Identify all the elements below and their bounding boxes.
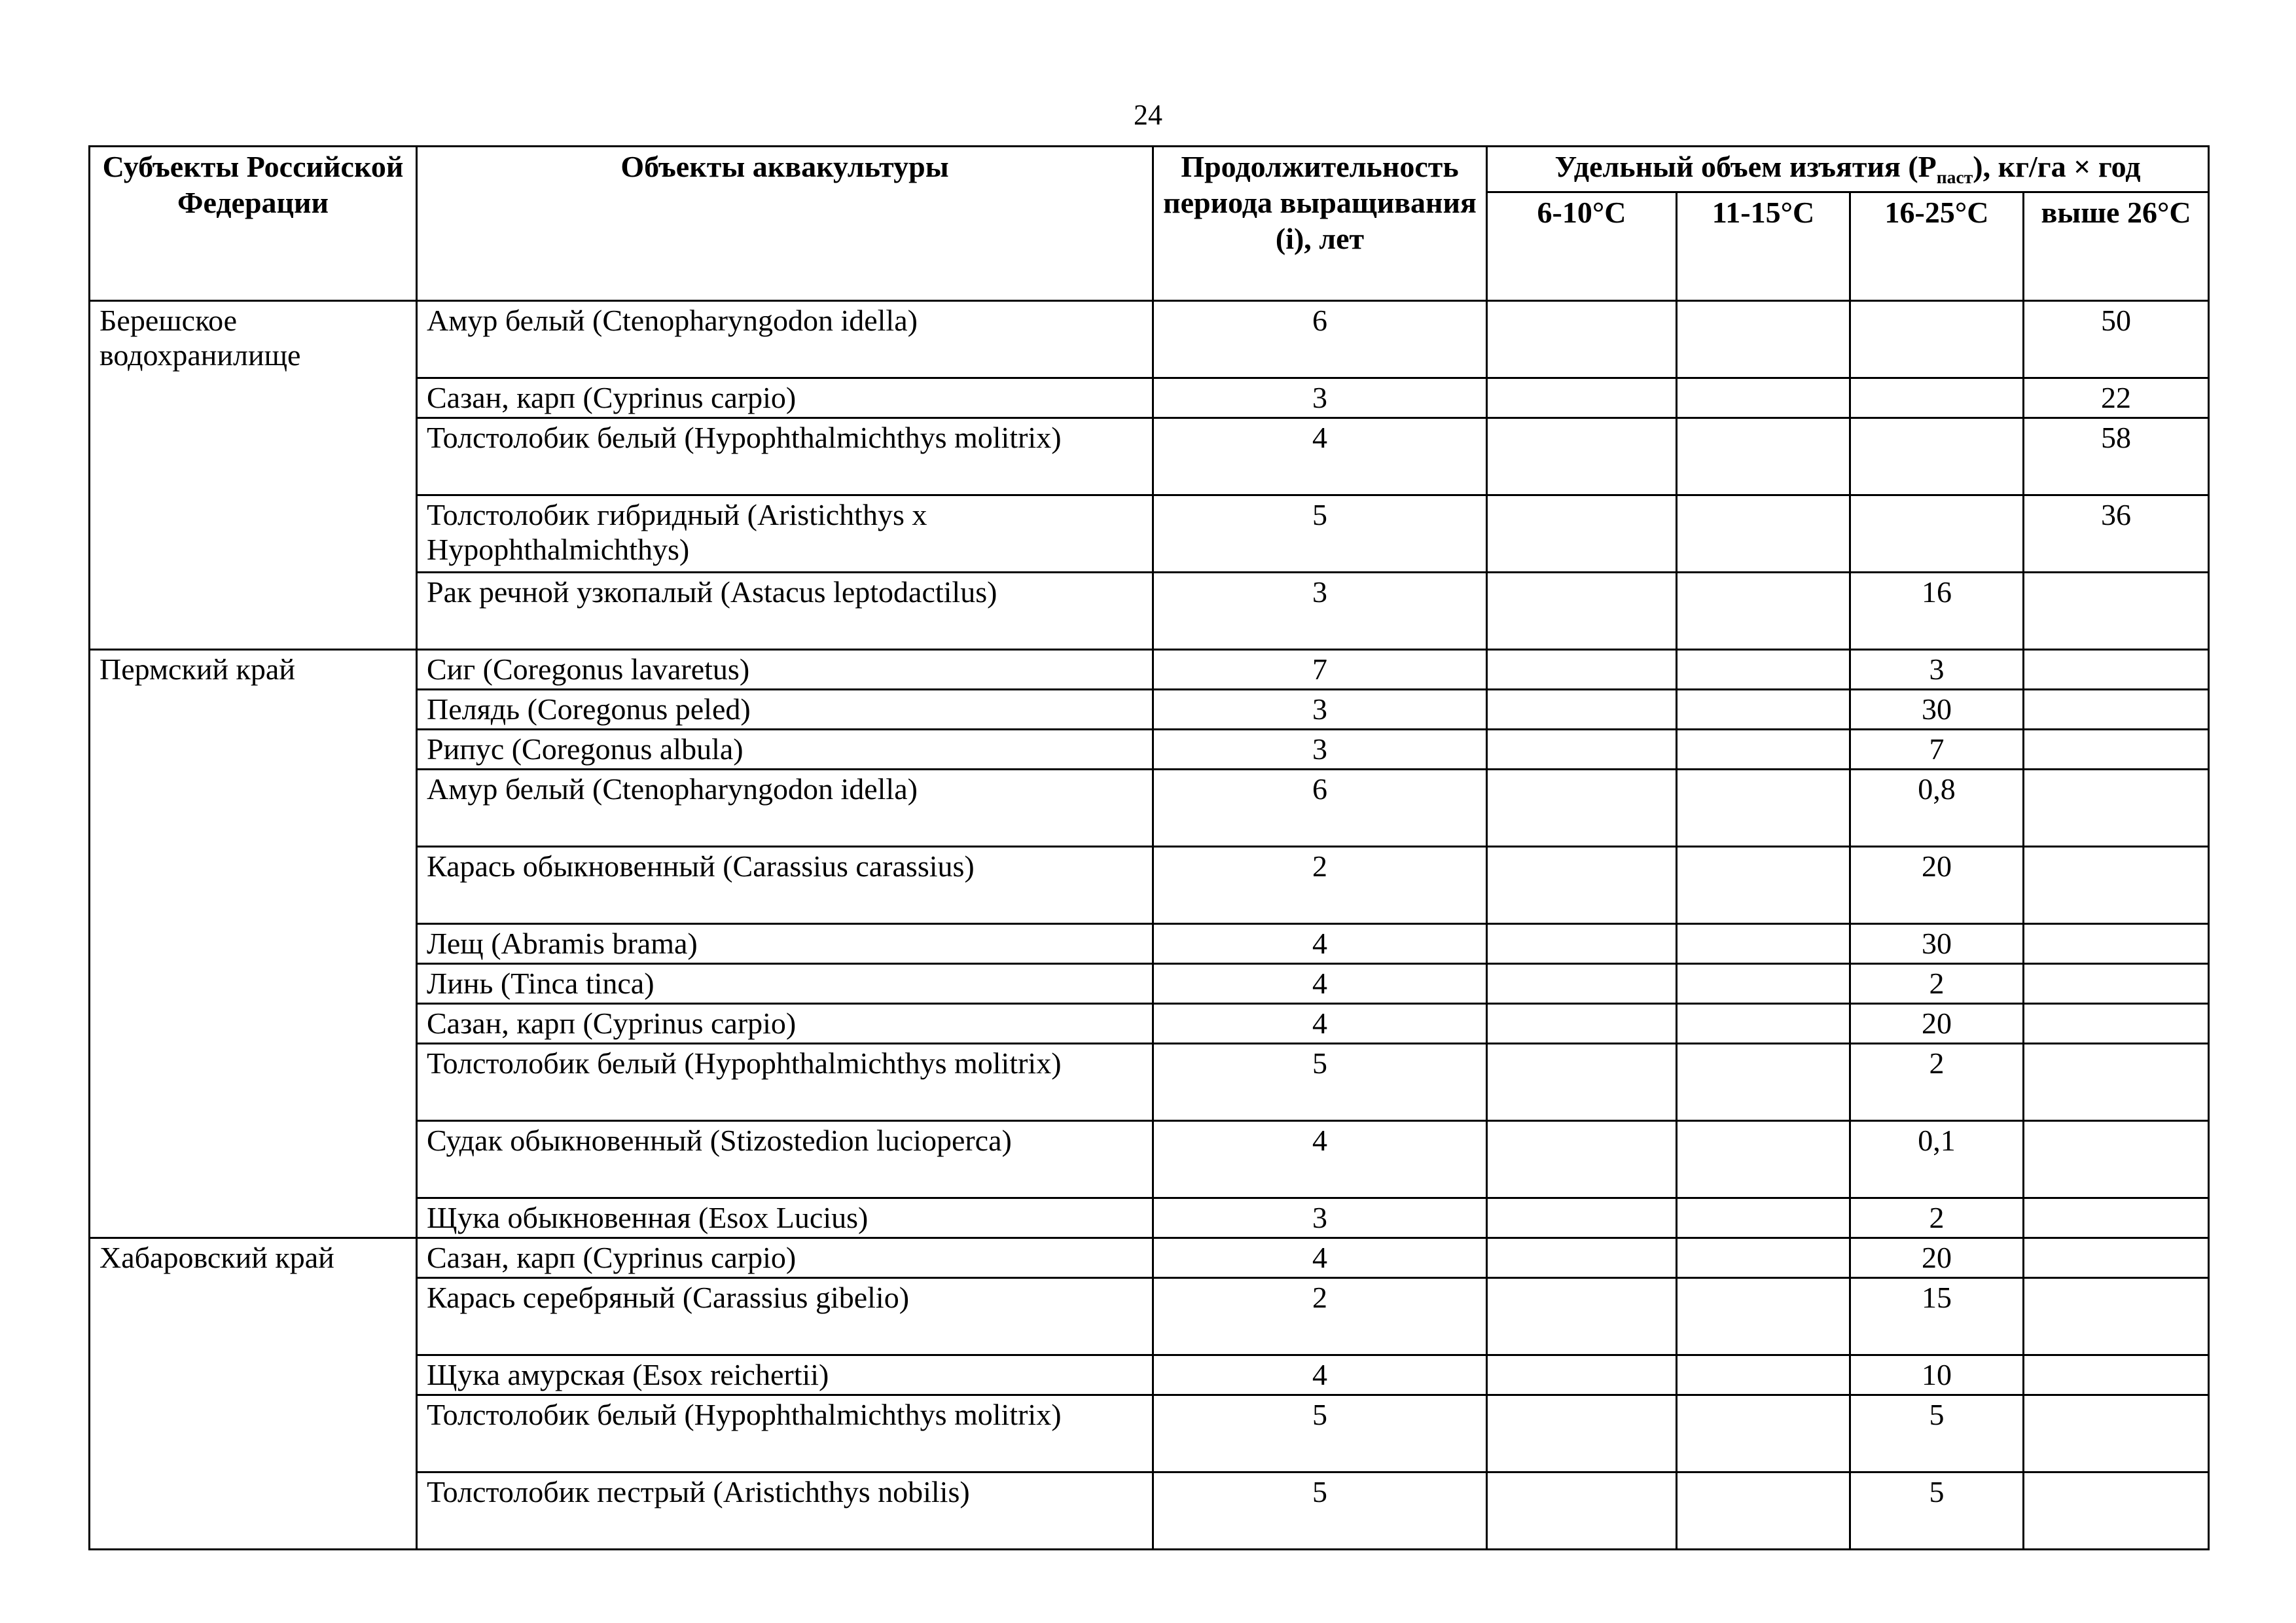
temp-11-15-cell: [1677, 1472, 1850, 1550]
temp-11-15-cell: [1677, 1004, 1850, 1044]
header-volume: [1487, 147, 2209, 192]
temp-16-25-cell: 16: [1850, 573, 2024, 650]
temp-above-26-cell: [2024, 1238, 2209, 1278]
temp-6-10-cell: [1487, 1044, 1677, 1121]
period-cell: 4: [1153, 924, 1487, 964]
header-temp-16-25: 16-25°С: [1850, 192, 2024, 301]
temp-11-15-cell: [1677, 378, 1850, 418]
period-cell: 4: [1153, 1121, 1487, 1198]
object-cell: Толстолобик белый (Hypophthalmichthys molitrix): [417, 418, 1153, 495]
temp-11-15-cell: [1677, 1198, 1850, 1238]
temp-6-10-cell: [1487, 770, 1677, 847]
object-cell: Рак речной узкопалый (Astacus leptodactilus): [417, 573, 1153, 650]
subject-cell: Пермский край: [90, 650, 417, 1238]
period-cell: 4: [1153, 1004, 1487, 1044]
temp-6-10-cell: [1487, 924, 1677, 964]
temp-11-15-cell: [1677, 690, 1850, 730]
temp-above-26-cell: [2024, 924, 2209, 964]
temp-16-25-cell: 20: [1850, 847, 2024, 924]
period-cell: 6: [1153, 301, 1487, 378]
period-cell: 4: [1153, 1238, 1487, 1278]
period-cell: 2: [1153, 1278, 1487, 1355]
period-cell: 5: [1153, 1472, 1487, 1550]
object-cell: Карась серебряный (Carassius gibelio): [417, 1278, 1153, 1355]
temp-11-15-cell: [1677, 1395, 1850, 1472]
temp-above-26-cell: [2024, 770, 2209, 847]
object-cell: Толстолобик пестрый (Aristichthys nobilis): [417, 1472, 1153, 1550]
temp-6-10-cell: [1487, 495, 1677, 573]
temp-6-10-cell: [1487, 690, 1677, 730]
temp-above-26-cell: [2024, 1004, 2209, 1044]
temp-16-25-cell: 20: [1850, 1238, 2024, 1278]
temp-11-15-cell: [1677, 1044, 1850, 1121]
object-cell: Амур белый (Ctenopharyngodon idella): [417, 770, 1153, 847]
temp-above-26-cell: 22: [2024, 378, 2209, 418]
temp-16-25-cell: 30: [1850, 924, 2024, 964]
object-cell: Сазан, карп (Cyprinus carpio): [417, 1238, 1153, 1278]
temp-6-10-cell: [1487, 301, 1677, 378]
period-cell: 5: [1153, 1395, 1487, 1472]
temp-16-25-cell: [1850, 301, 2024, 378]
period-cell: 2: [1153, 847, 1487, 924]
temp-11-15-cell: [1677, 650, 1850, 690]
temp-above-26-cell: [2024, 650, 2209, 690]
temp-16-25-cell: 10: [1850, 1355, 2024, 1395]
period-cell: 4: [1153, 964, 1487, 1004]
object-cell: Щука амурская (Esox reichertii): [417, 1355, 1153, 1395]
temp-11-15-cell: [1677, 573, 1850, 650]
temp-11-15-cell: [1677, 964, 1850, 1004]
period-cell: 7: [1153, 650, 1487, 690]
temp-6-10-cell: [1487, 378, 1677, 418]
temp-6-10-cell: [1487, 964, 1677, 1004]
temp-above-26-cell: [2024, 730, 2209, 770]
temp-16-25-cell: 2: [1850, 1044, 2024, 1121]
table-row: [90, 650, 2209, 690]
temp-16-25-cell: 5: [1850, 1395, 2024, 1472]
temp-11-15-cell: [1677, 1238, 1850, 1278]
header-temp-6-10: 6-10°С: [1487, 192, 1677, 301]
header-object: Объекты аквакультуры: [417, 147, 1153, 301]
page-number: 24: [1134, 99, 1162, 131]
period-cell: 4: [1153, 1355, 1487, 1395]
temp-above-26-cell: [2024, 847, 2209, 924]
object-cell: Пелядь (Coregonus peled): [417, 690, 1153, 730]
period-cell: 3: [1153, 378, 1487, 418]
temp-16-25-cell: 3: [1850, 650, 2024, 690]
temp-6-10-cell: [1487, 1395, 1677, 1472]
header-volume-prefix: Удельный объем изъятия (P: [1554, 150, 1937, 183]
temp-above-26-cell: 36: [2024, 495, 2209, 573]
temp-6-10-cell: [1487, 847, 1677, 924]
object-cell: Амур белый (Ctenopharyngodon idella): [417, 301, 1153, 378]
temp-16-25-cell: 0,1: [1850, 1121, 2024, 1198]
temp-above-26-cell: [2024, 1198, 2209, 1238]
period-cell: 3: [1153, 730, 1487, 770]
temp-6-10-cell: [1487, 650, 1677, 690]
subject-cell: Берешское водохранилище: [90, 301, 417, 650]
period-cell: 3: [1153, 690, 1487, 730]
temp-16-25-cell: 30: [1850, 690, 2024, 730]
table-header: [90, 147, 2209, 301]
object-cell: Линь (Tinca tinca): [417, 964, 1153, 1004]
header-volume-suffix: ), кг/га × год: [1973, 150, 2141, 183]
header-period: Продолжительность периода выращивания (i), лет: [1153, 147, 1487, 301]
object-cell: Сиг (Coregonus lavaretus): [417, 650, 1153, 690]
table-row: [90, 1238, 2209, 1278]
temp-11-15-cell: [1677, 301, 1850, 378]
period-cell: 6: [1153, 770, 1487, 847]
aquaculture-table: [88, 145, 2210, 1550]
temp-6-10-cell: [1487, 1238, 1677, 1278]
temp-11-15-cell: [1677, 495, 1850, 573]
object-cell: Толстолобик белый (Hypophthalmichthys molitrix): [417, 1044, 1153, 1121]
temp-11-15-cell: [1677, 1121, 1850, 1198]
temp-above-26-cell: [2024, 1121, 2209, 1198]
temp-16-25-cell: [1850, 418, 2024, 495]
temp-6-10-cell: [1487, 418, 1677, 495]
table-body: [90, 301, 2209, 1550]
subject-cell: Хабаровский край: [90, 1238, 417, 1550]
object-cell: Сазан, карп (Cyprinus carpio): [417, 1004, 1153, 1044]
temp-11-15-cell: [1677, 1355, 1850, 1395]
header-temp-above-26: выше 26°С: [2024, 192, 2209, 301]
temp-16-25-cell: 2: [1850, 1198, 2024, 1238]
temp-above-26-cell: [2024, 690, 2209, 730]
temp-6-10-cell: [1487, 1121, 1677, 1198]
temp-above-26-cell: [2024, 1278, 2209, 1355]
temp-16-25-cell: [1850, 378, 2024, 418]
table-row: [90, 301, 2209, 378]
temp-16-25-cell: 5: [1850, 1472, 2024, 1550]
temp-6-10-cell: [1487, 1278, 1677, 1355]
temp-16-25-cell: 0,8: [1850, 770, 2024, 847]
temp-above-26-cell: [2024, 1395, 2209, 1472]
period-cell: 3: [1153, 1198, 1487, 1238]
temp-11-15-cell: [1677, 924, 1850, 964]
temp-6-10-cell: [1487, 1355, 1677, 1395]
header-volume-sub: паст: [1936, 167, 1973, 188]
object-cell: Карась обыкновенный (Carassius carassius): [417, 847, 1153, 924]
period-cell: 3: [1153, 573, 1487, 650]
temp-11-15-cell: [1677, 847, 1850, 924]
temp-6-10-cell: [1487, 1004, 1677, 1044]
period-cell: 5: [1153, 495, 1487, 573]
temp-above-26-cell: [2024, 1044, 2209, 1121]
object-cell: Рипус (Coregonus albula): [417, 730, 1153, 770]
header-temp-11-15: 11-15°С: [1677, 192, 1850, 301]
temp-16-25-cell: 15: [1850, 1278, 2024, 1355]
object-cell: Щука обыкновенная (Esox Lucius): [417, 1198, 1153, 1238]
object-cell: Толстолобик белый (Hypophthalmichthys molitrix): [417, 1395, 1153, 1472]
period-cell: 4: [1153, 418, 1487, 495]
object-cell: Судак обыкновенный (Stizostedion lucioperca): [417, 1121, 1153, 1198]
temp-above-26-cell: [2024, 964, 2209, 1004]
temp-6-10-cell: [1487, 730, 1677, 770]
object-cell: Сазан, карп (Cyprinus carpio): [417, 378, 1153, 418]
temp-11-15-cell: [1677, 418, 1850, 495]
temp-16-25-cell: 7: [1850, 730, 2024, 770]
temp-16-25-cell: 20: [1850, 1004, 2024, 1044]
temp-16-25-cell: [1850, 495, 2024, 573]
period-cell: 5: [1153, 1044, 1487, 1121]
temp-16-25-cell: 2: [1850, 964, 2024, 1004]
temp-above-26-cell: [2024, 1355, 2209, 1395]
temp-above-26-cell: [2024, 1472, 2209, 1550]
temp-6-10-cell: [1487, 1472, 1677, 1550]
temp-11-15-cell: [1677, 770, 1850, 847]
temp-above-26-cell: [2024, 573, 2209, 650]
temp-above-26-cell: 58: [2024, 418, 2209, 495]
temp-11-15-cell: [1677, 730, 1850, 770]
object-cell: Лещ (Abramis brama): [417, 924, 1153, 964]
object-cell: Толстолобик гибридный (Aristichthys x Hypophthalmichthys): [417, 495, 1153, 573]
temp-6-10-cell: [1487, 573, 1677, 650]
temp-6-10-cell: [1487, 1198, 1677, 1238]
temp-11-15-cell: [1677, 1278, 1850, 1355]
header-subject: Субъекты Российской Федерации: [90, 147, 417, 301]
temp-above-26-cell: 50: [2024, 301, 2209, 378]
